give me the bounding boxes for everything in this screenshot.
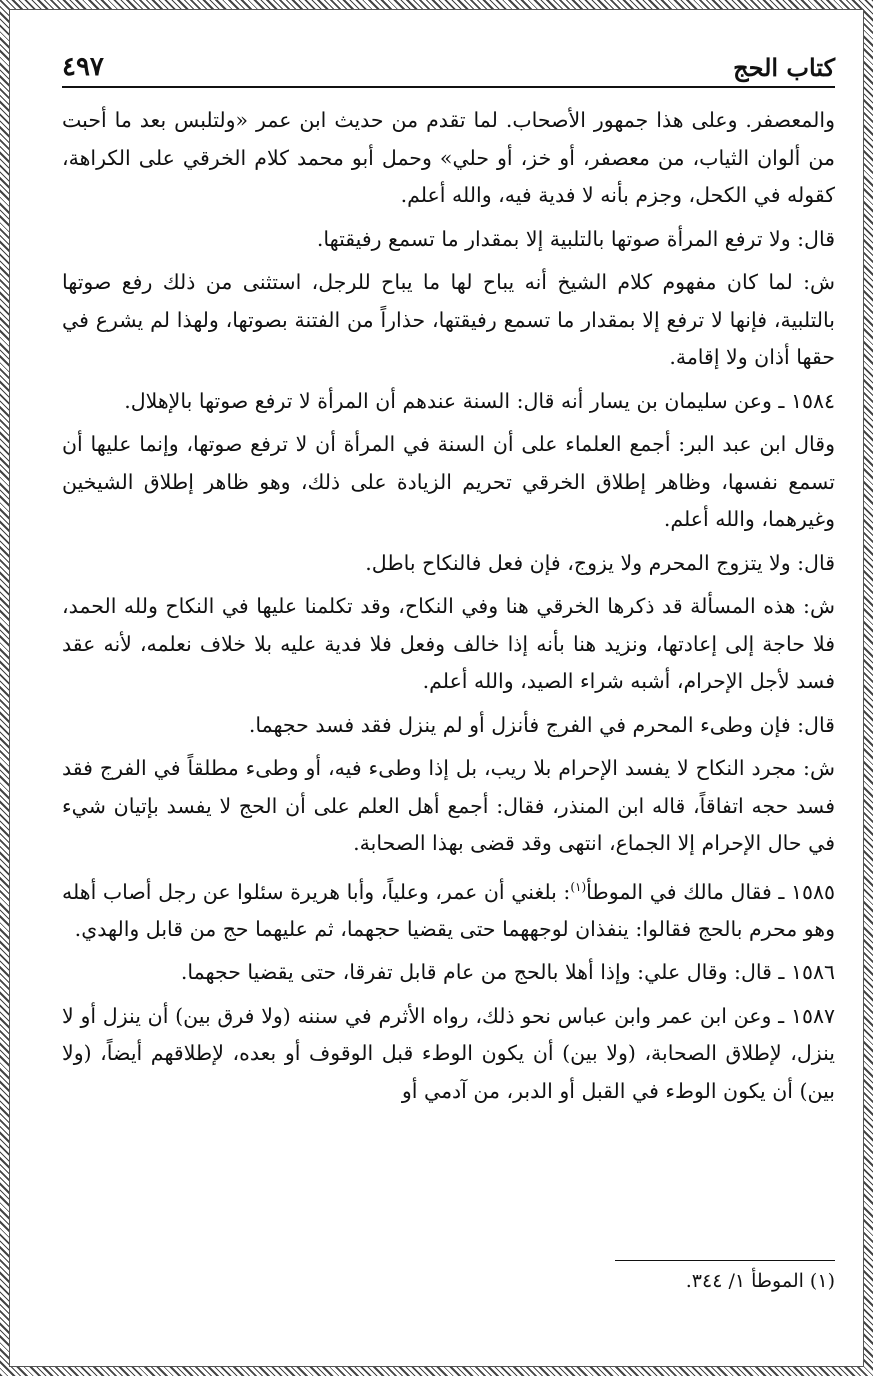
paragraph: وقال ابن عبد البر: أجمع العلماء على أن السنة في المرأة أن لا ترفع صوتها، وإنما عليها أن تسمع نفسها، وظاهر إطلاق الخرقي تحريم الزيادة على ذلك، وهو ظاهر إطلاق الشيخين وغيرهما، والله أعلم. <box>62 432 835 531</box>
paragraph-1585 <box>62 869 835 949</box>
paragraph-1585-rest: : بلغني أن عمر، وعلياً، وأبا هريرة سئلوا عن رجل أصاب أهله وهو محرم بالحج فقالوا: ينفذان لوجههما حتى يقضيا حجهما، ثم عليهما حج من قابل والهدي. <box>62 879 835 941</box>
paragraph-1585-start: ١٥٨٥ ـ فقال مالك في الموطأ <box>586 879 835 904</box>
paragraph: ١٥٨٧ ـ وعن ابن عمر وابن عباس نحو ذلك، رواه الأثرم في سننه (ولا فرق بين) أن ينزل أو لا ينزل، لإطلاق الصحابة، (ولا بين) أن يكون الوطء قبل الوقوف أو بعده، لإطلاقهم أيضاً، (ولا بين) أن يكون الوطء في القبل أو الدبر، من آدمي أو <box>62 1003 835 1103</box>
paragraph: قال: فإن وطىء المحرم في الفرج فأنزل أو لم ينزل فقد فسد حجهما. <box>248 712 835 737</box>
page-number: ٤٩٧ <box>62 52 104 82</box>
paragraph: ش: مجرد النكاح لا يفسد الإحرام بلا ريب، بل إذا وطىء فيه، أو وطىء مطلقاً في الفرج فقد فسد حجه اتفاقاً، قاله ابن المنذر، فقال: أجمع أهل العلم على أن الحج لا يفسد بإتيان شيء في حال الإحرام إلا الجماع، انتهى وقد قضى بهذا الصحابة. <box>62 756 835 855</box>
footnote: (١) الموطأ ١/ ٣٤٤. <box>685 1270 835 1292</box>
book-title: كتاب الحج <box>733 53 835 82</box>
paragraph: والمعصفر. وعلى هذا جمهور الأصحاب. لما تقدم من حديث ابن عمر «ولتلبس بعد ما أحبت من ألوان الثياب، من معصفر، أو خز، أو حلي» وحمل أبو محمد كلام الخرقي على الكراهة، كقوله في الكحل، وجزم بأنه لا فدية فيه، والله أعلم. <box>62 108 835 207</box>
footnote-marker: (١) <box>570 879 587 894</box>
page-header <box>62 38 835 88</box>
paragraph: ١٥٨٤ ـ وعن سليمان بن يسار أنه قال: السنة عندهم أن المرأة لا ترفع صوتها بالإهلال. <box>124 388 835 413</box>
paragraph: ١٥٨٦ ـ قال: وقال علي: وإذا أهلا بالحج من عام قابل تفرقا، حتى يقضيا حجهما. <box>180 960 835 985</box>
footnote-separator <box>615 1260 835 1261</box>
paragraph: ش: لما كان مفهوم كلام الشيخ أنه يباح لها ما يباح للرجل، استثنى من ذلك رفع صوتها بالتلبية، فإنها لا ترفع إلا بمقدار ما تسمع رفيقتها، حذاراً من الفتنة بصوتها، ولهذا لم يشرع في حقها أذان ولا إقامة. <box>62 270 835 369</box>
paragraph: قال: ولا يتزوج المحرم ولا يزوج، فإن فعل فالنكاح باطل. <box>365 550 835 575</box>
text-body <box>62 102 835 1110</box>
paragraph: ش: هذه المسألة قد ذكرها الخرقي هنا وفي النكاح، وقد تكلمنا عليها في النكاح ولله الحمد، فلا حاجة إلى إعادتها، ونزيد هنا بأنه إذا خالف وفعل فلا فدية عليه بلا خلاف نعلمه، لأنه عقد فسد لأجل الإحرام، أشبه شراء الصيد، والله أعلم. <box>62 594 835 693</box>
page-content <box>62 38 835 1356</box>
paragraph: قال: ولا ترفع المرأة صوتها بالتلبية إلا بمقدار ما تسمع رفيقتها. <box>316 226 835 251</box>
